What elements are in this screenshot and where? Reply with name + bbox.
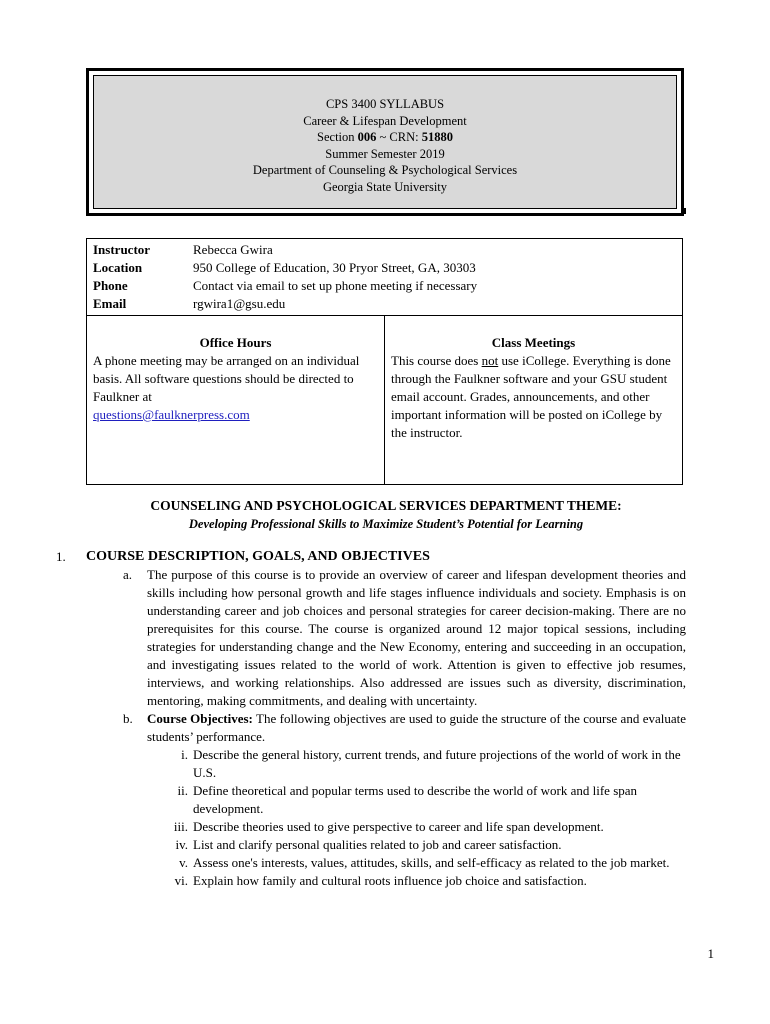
contact-value: Contact via email to set up phone meeting if necessary xyxy=(193,278,478,293)
section-heading xyxy=(56,548,686,566)
university: Georgia State University xyxy=(322,179,448,194)
faulkner-email-link[interactable]: questions@faulknerpress.com xyxy=(93,407,250,422)
objectives-list xyxy=(173,746,686,890)
course-objectives-label: Course Objectives: xyxy=(147,711,253,726)
objective-item xyxy=(181,746,686,782)
crn-prefix: ~ CRN: xyxy=(376,130,422,144)
objective-marker: ii. xyxy=(177,783,188,798)
objective-item xyxy=(175,836,686,854)
class-meetings-title: Class Meetings xyxy=(491,335,576,350)
objective-marker: i. xyxy=(181,747,188,762)
item-a xyxy=(123,566,686,710)
contact-value: 950 College of Education, 30 Pryor Street, GA, 30303 xyxy=(193,260,476,275)
item-a-marker: a. xyxy=(123,567,133,582)
contact-value: Rebecca Gwira xyxy=(193,242,273,257)
objective-text: Define theoretical and popular terms used to describe the world of work and life span development. xyxy=(193,783,638,816)
objective-marker: vi. xyxy=(174,873,188,888)
objective-item xyxy=(174,872,686,890)
course-objectives-intro: The following objectives are used to guide the structure of the course and evaluate students’ performance. xyxy=(147,711,686,744)
office-hours-title: Office Hours xyxy=(199,335,272,350)
page-number: 1 xyxy=(707,946,714,961)
contact-cell xyxy=(87,239,683,316)
objective-marker: iv. xyxy=(175,837,188,852)
item-b-marker: b. xyxy=(123,711,133,726)
section-prefix: Section xyxy=(317,130,358,144)
office-hours-cell xyxy=(87,316,385,485)
semester: Summer Semester 2019 xyxy=(325,146,445,161)
crn-number: 51880 xyxy=(421,130,453,144)
theme-title: COUNSELING AND PSYCHOLOGICAL SERVICES DEPARTMENT THEME: xyxy=(150,498,622,513)
contact-label: Instructor xyxy=(93,242,151,257)
syllabus-header-inner xyxy=(93,75,677,209)
objective-text: Describe theories used to give perspective to career and life span development. xyxy=(193,819,604,834)
contact-label: Phone xyxy=(93,278,128,293)
objective-marker: v. xyxy=(179,855,188,870)
course-title: CPS 3400 SYLLABUS xyxy=(325,97,445,111)
objective-text: Assess one's interests, values, attitudes, skills, and self-efficacy as related to the job market. xyxy=(193,855,670,870)
section-number: 006 xyxy=(357,130,377,144)
contact-row-phone xyxy=(93,277,676,295)
section-number: 1. xyxy=(56,549,66,564)
email-value: rgwira1@gsu.edu xyxy=(193,296,286,311)
theme-subtitle: Developing Professional Skills to Maximize Student’s Potential for Learning xyxy=(188,517,584,531)
objective-item xyxy=(173,818,686,836)
course-name: Career & Lifespan Development xyxy=(303,113,467,128)
contact-row-location xyxy=(93,259,676,277)
contact-label: Location xyxy=(93,260,143,275)
class-meetings-post: use iCollege. Everything is done through the Faulkner software and your GSU student email account. Grades, announcements, and other important information will be posted on iCollege by the instructor. xyxy=(391,353,671,440)
syllabus-header-text xyxy=(94,96,676,195)
course-description-text: The purpose of this course is to provide an overview of career and lifespan development theories and skills including how personal growth and life stages influence individuals and society. Emphasis is on understanding career and job choices and personal strategies for career decision-making. There are no prerequisites for this course. The course is organized around 12 major topical sessions, including strategies for understanding change and the New Economy, entering and succeeding in an occupation, and investigating issues related to the world of work. Attention is given to effective job resumes, interviews, and working relationships. Also addressed are issues such as diversity, discrimination, mentoring, making commitments, and dealing with uncertainty. xyxy=(147,567,686,708)
department-theme xyxy=(86,497,686,533)
course-info-table xyxy=(86,238,683,485)
class-meetings-pre: This course does xyxy=(391,353,482,368)
section-course-description xyxy=(56,548,686,890)
item-b xyxy=(123,710,686,746)
office-hours-text: A phone meeting may be arranged on an individual basis. All software questions should be directed to Faulkner at xyxy=(93,353,360,404)
objective-text: Explain how family and cultural roots influence job choice and satisfaction. xyxy=(193,873,587,888)
office-hours-body xyxy=(93,352,378,424)
objective-text: List and clarify personal qualities related to job and career satisfaction. xyxy=(193,837,562,852)
class-meetings-body xyxy=(391,352,676,442)
objective-text: Describe the general history, current trends, and future projections of the world of work in the U.S. xyxy=(193,747,681,780)
contact-row-email xyxy=(93,295,676,313)
contact-label: Email xyxy=(93,296,127,311)
syllabus-header-box xyxy=(86,68,684,216)
contact-row-instructor xyxy=(93,241,676,259)
section-title: COURSE DESCRIPTION, GOALS, AND OBJECTIVES xyxy=(86,549,430,564)
objective-item xyxy=(177,782,686,818)
section-crn-line xyxy=(94,129,676,146)
objective-item xyxy=(179,854,686,872)
objective-marker: iii. xyxy=(173,819,188,834)
class-meetings-cell xyxy=(385,316,683,485)
class-meetings-underlined: not xyxy=(481,353,499,368)
department: Department of Counseling & Psychological Services xyxy=(252,163,518,177)
